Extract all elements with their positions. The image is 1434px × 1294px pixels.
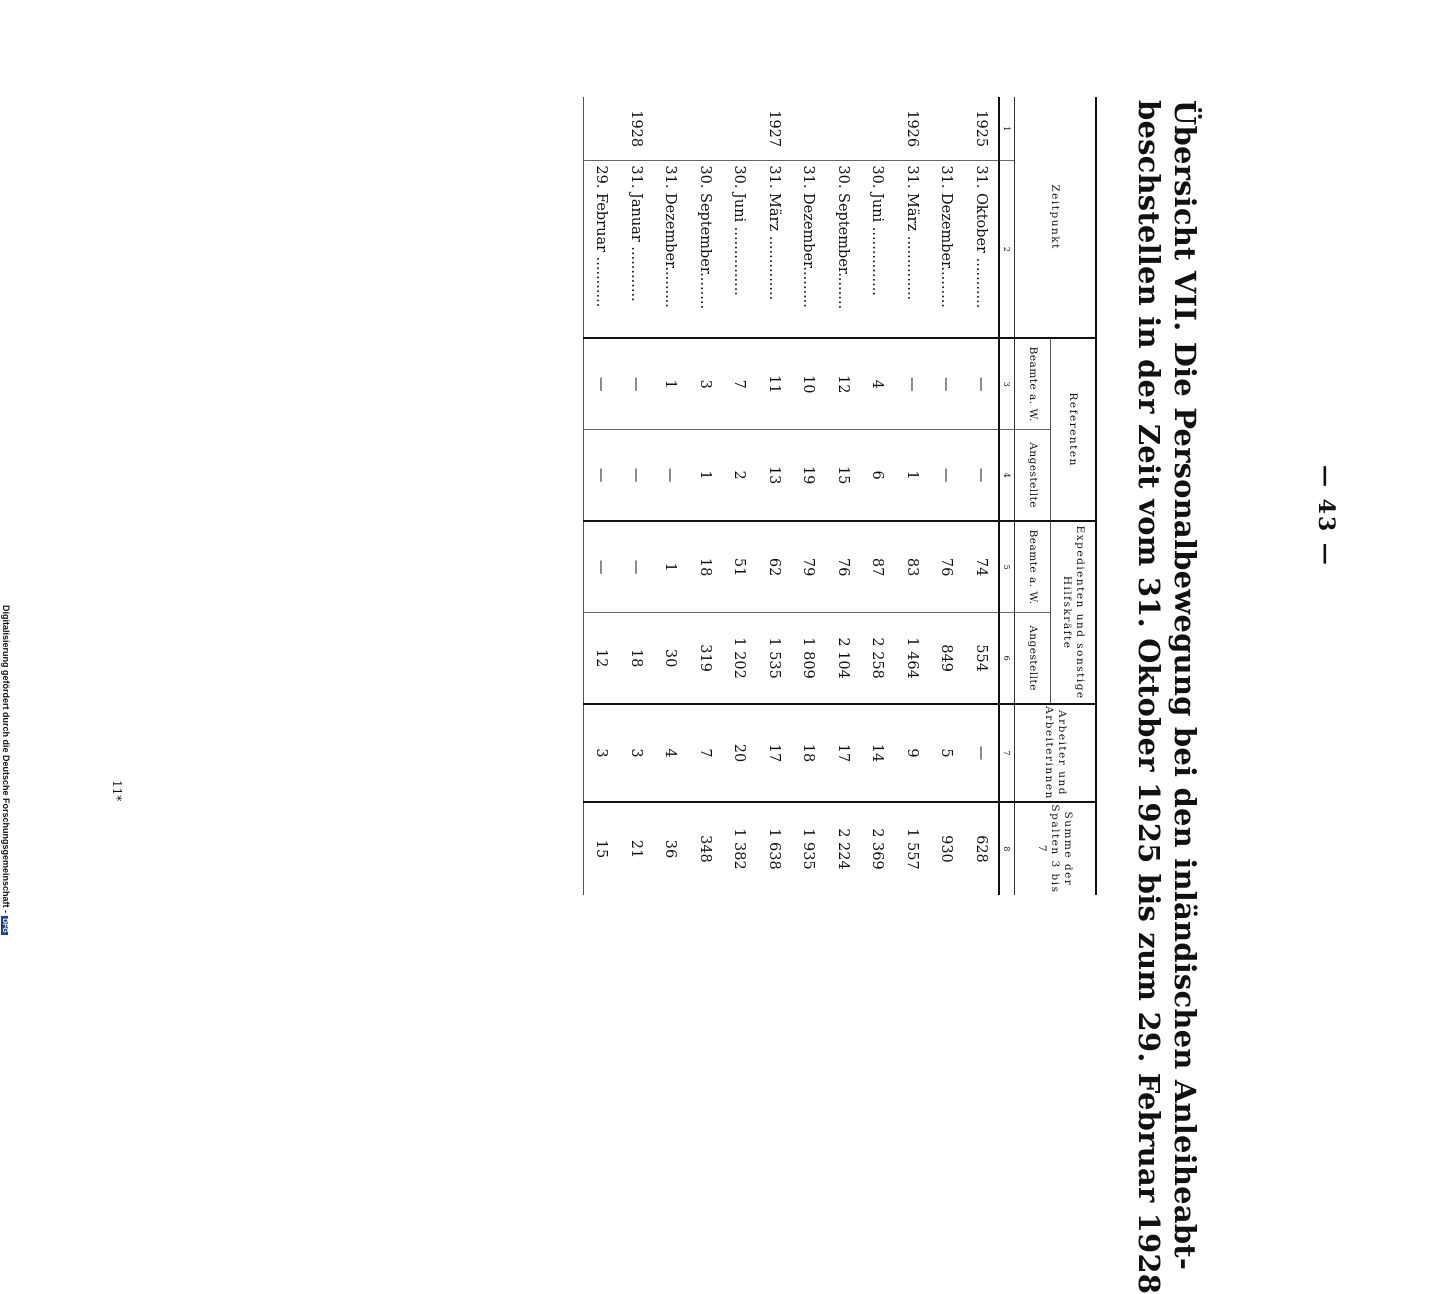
value-cell: 83 — [895, 521, 930, 612]
value-cell: — — [619, 430, 654, 521]
value-cell: 62 — [757, 521, 792, 612]
value-cell: — — [619, 338, 654, 429]
page-footnote: 11* — [110, 780, 124, 802]
column-number-row — [999, 97, 1015, 895]
header-referenten: Referenten — [1051, 338, 1097, 521]
value-cell: 12 — [826, 338, 861, 429]
value-cell: 7 — [688, 704, 723, 802]
table-row — [619, 97, 654, 895]
value-cell: 76 — [826, 521, 861, 612]
value-cell: 2 258 — [860, 613, 895, 704]
header-beamte-exp: Beamte a. W. — [1015, 521, 1051, 612]
value-cell: — — [584, 430, 619, 521]
date-cell: 31. März .............. — [895, 161, 930, 338]
date-cell: 30. September........ — [688, 161, 723, 338]
value-cell: 18 — [619, 613, 654, 704]
header-angestellte-ref: Angestellte — [1015, 430, 1051, 521]
value-cell: 1 — [688, 430, 723, 521]
header-zeitpunkt: Zeitpunkt — [1015, 97, 1097, 338]
year-cell: 1926 — [903, 110, 920, 148]
table-body — [584, 97, 1000, 895]
value-cell: 11 — [757, 338, 792, 429]
table-row — [895, 97, 930, 895]
value-cell: — — [584, 338, 619, 429]
personnel-table — [583, 97, 1097, 895]
value-cell: 17 — [826, 704, 861, 802]
date-cell: 30. September........ — [826, 161, 861, 338]
header-summe: Summe der Spalten 3 bis 7 — [1015, 802, 1097, 895]
value-cell: 74 — [964, 521, 1000, 612]
value-cell: 1 809 — [791, 613, 826, 704]
year-cell: 1925 — [972, 110, 989, 148]
header-arbeiter: Arbeiter und Arbeiterinnen — [1015, 704, 1097, 802]
date-cell: 31. Dezember......... — [791, 161, 826, 338]
value-cell: 1 935 — [791, 802, 826, 895]
value-cell: 6 — [860, 430, 895, 521]
year-cell — [929, 97, 964, 161]
page-number: — 43 — — [1313, 465, 1339, 567]
table-row — [757, 97, 792, 895]
year-cell — [584, 97, 619, 161]
table-row — [584, 97, 619, 895]
value-cell: 21 — [619, 802, 654, 895]
value-cell: — — [619, 521, 654, 612]
value-cell: 849 — [929, 613, 964, 704]
date-cell: 29. Februar ........... — [584, 161, 619, 338]
value-cell: 18 — [688, 521, 723, 612]
value-cell: — — [964, 704, 1000, 802]
value-cell: 3 — [584, 704, 619, 802]
header-beamte-ref: Beamte a. W. — [1015, 338, 1051, 429]
column-number: 5 — [999, 521, 1015, 612]
value-cell: 930 — [929, 802, 964, 895]
table-title-line-1: Übersicht VII. Die Personalbewegung bei den inländischen Anleiheabt- — [1168, 100, 1202, 1271]
digitization-credit — [1, 605, 11, 990]
value-cell: — — [964, 430, 1000, 521]
value-cell: 628 — [964, 802, 1000, 895]
value-cell: 1 202 — [722, 613, 757, 704]
value-cell: 20 — [722, 704, 757, 802]
date-cell: 31. Januar ............ — [619, 161, 654, 338]
value-cell: — — [929, 430, 964, 521]
table-title-line-2: beschstellen in der Zeit vom 31. Oktober 1925 bis zum 29. Februar 1928 — [1132, 100, 1166, 1294]
table-row — [791, 97, 826, 895]
year-cell — [791, 97, 826, 161]
header-expedienten: Expedienten und sonstige Hilfskräfte — [1051, 521, 1097, 704]
dfg-logo: DFG — [1, 918, 8, 933]
value-cell: — — [653, 430, 688, 521]
value-cell: 13 — [757, 430, 792, 521]
value-cell: 2 104 — [826, 613, 861, 704]
value-cell: 3 — [688, 338, 723, 429]
year-cell — [653, 97, 688, 161]
value-cell: — — [584, 521, 619, 612]
column-number: 3 — [999, 338, 1015, 429]
date-cell: 31. März .............. — [757, 161, 792, 338]
table-row — [688, 97, 723, 895]
date-cell: 30. Juni ............... — [860, 161, 895, 338]
value-cell: 7 — [722, 338, 757, 429]
value-cell: 10 — [791, 338, 826, 429]
value-cell: 5 — [929, 704, 964, 802]
date-cell: 31. Dezember......... — [929, 161, 964, 338]
column-number: 7 — [999, 704, 1015, 802]
date-cell: 31. Oktober ........... — [964, 161, 1000, 338]
column-number: 2 — [999, 161, 1015, 338]
value-cell: 554 — [964, 613, 1000, 704]
value-cell: 348 — [688, 802, 723, 895]
table-row — [653, 97, 688, 895]
year-cell: 1927 — [765, 110, 782, 148]
value-cell: 36 — [653, 802, 688, 895]
value-cell: 9 — [895, 704, 930, 802]
table-row — [964, 97, 1000, 895]
year-cell — [826, 97, 861, 161]
column-number: 1 — [999, 97, 1015, 161]
table-row — [860, 97, 895, 895]
value-cell: 2 — [722, 430, 757, 521]
value-cell: 1 — [653, 521, 688, 612]
value-cell: 1 638 — [757, 802, 792, 895]
value-cell: 2 369 — [860, 802, 895, 895]
year-cell: 1928 — [627, 110, 644, 148]
value-cell: — — [929, 338, 964, 429]
value-cell: 1 — [895, 430, 930, 521]
value-cell: 51 — [722, 521, 757, 612]
value-cell: 1 382 — [722, 802, 757, 895]
value-cell: 1 — [653, 338, 688, 429]
value-cell: — — [895, 338, 930, 429]
value-cell: 1 535 — [757, 613, 792, 704]
year-cell — [860, 97, 895, 161]
year-cell — [722, 97, 757, 161]
column-number: 6 — [999, 613, 1015, 704]
date-cell: 30. Juni ............... — [722, 161, 757, 338]
value-cell: 17 — [757, 704, 792, 802]
value-cell: 319 — [688, 613, 723, 704]
value-cell: 30 — [653, 613, 688, 704]
value-cell: 76 — [929, 521, 964, 612]
header-angestellte-exp: Angestellte — [1015, 613, 1051, 704]
column-number: 8 — [999, 802, 1015, 895]
year-cell — [688, 97, 723, 161]
column-number: 4 — [999, 430, 1015, 521]
credit-text: Digitalisierung gefördert durch die Deutsche Forschungsgemeinschaft - — [1, 605, 11, 914]
value-cell: 15 — [584, 802, 619, 895]
value-cell: 79 — [791, 521, 826, 612]
value-cell: 18 — [791, 704, 826, 802]
value-cell: 4 — [653, 704, 688, 802]
table-row — [929, 97, 964, 895]
value-cell: 3 — [619, 704, 654, 802]
value-cell: 14 — [860, 704, 895, 802]
value-cell: 1 464 — [895, 613, 930, 704]
table-row — [826, 97, 861, 895]
value-cell: 19 — [791, 430, 826, 521]
table-row — [722, 97, 757, 895]
date-cell: 31. Dezember......... — [653, 161, 688, 338]
value-cell: 4 — [860, 338, 895, 429]
value-cell: 15 — [826, 430, 861, 521]
value-cell: 2 224 — [826, 802, 861, 895]
value-cell: 12 — [584, 613, 619, 704]
value-cell: 87 — [860, 521, 895, 612]
value-cell: 1 557 — [895, 802, 930, 895]
value-cell: — — [964, 338, 1000, 429]
